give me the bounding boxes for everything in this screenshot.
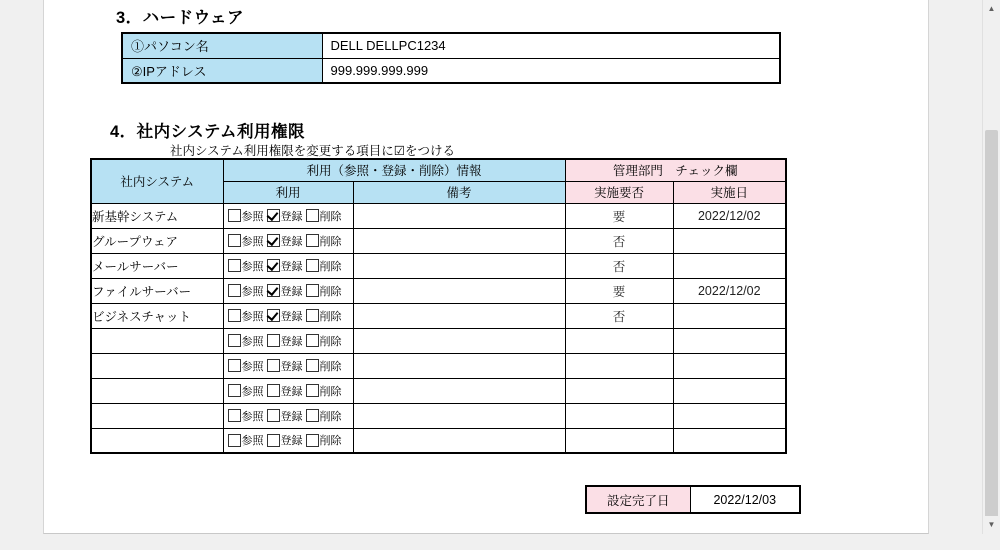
del-checkbox-label: 削除 <box>319 210 342 223</box>
need-cell[interactable]: 要 <box>565 203 673 228</box>
del-checkbox-label: 削除 <box>319 385 342 398</box>
reg-checkbox[interactable] <box>267 334 280 347</box>
system-name-cell[interactable]: ファイルサーバー <box>91 278 223 303</box>
remarks-cell[interactable] <box>353 353 565 378</box>
ref-checkbox-label: 参照 <box>241 360 264 373</box>
need-cell[interactable] <box>565 353 673 378</box>
table-row <box>91 428 786 453</box>
ref-checkbox[interactable] <box>228 384 241 397</box>
need-cell[interactable] <box>565 378 673 403</box>
ref-checkbox-label: 参照 <box>241 260 264 273</box>
system-name-cell[interactable]: ビジネスチャット <box>91 303 223 328</box>
reg-checkbox-label: 登録 <box>280 335 303 348</box>
ref-checkbox[interactable] <box>228 209 241 222</box>
ref-checkbox[interactable] <box>228 359 241 372</box>
table-row <box>122 33 780 58</box>
system-name-cell[interactable] <box>91 328 223 353</box>
document-page <box>43 0 929 534</box>
reg-checkbox-label: 登録 <box>280 210 303 223</box>
del-checkbox[interactable] <box>306 309 319 322</box>
ref-checkbox[interactable] <box>228 309 241 322</box>
implementation-date-cell[interactable] <box>673 303 786 328</box>
permissions-section-note: 社内システム利用権限を変更する項目に☑をつける <box>170 144 455 158</box>
document-page-content <box>44 0 929 534</box>
del-checkbox-label: 削除 <box>319 260 342 273</box>
system-name-cell[interactable] <box>91 428 223 453</box>
del-checkbox[interactable] <box>306 434 319 447</box>
usage-checkbox-cell <box>223 203 353 228</box>
header-usage-group: 利用（参照・登録・削除）情報 <box>223 159 565 181</box>
del-checkbox-item[interactable] <box>306 408 342 424</box>
need-cell[interactable] <box>565 428 673 453</box>
need-cell[interactable] <box>565 403 673 428</box>
need-cell[interactable]: 否 <box>565 228 673 253</box>
reg-checkbox-label: 登録 <box>280 310 303 323</box>
ref-checkbox-item[interactable] <box>228 408 264 424</box>
del-checkbox-label: 削除 <box>319 435 342 448</box>
implementation-date-cell[interactable] <box>673 253 786 278</box>
del-checkbox-label: 削除 <box>319 285 342 298</box>
ref-checkbox-item[interactable] <box>228 233 264 249</box>
del-checkbox[interactable] <box>306 334 319 347</box>
reg-checkbox-label: 登録 <box>280 360 303 373</box>
usage-checkbox-cell <box>223 428 353 453</box>
del-checkbox-item[interactable] <box>306 308 342 324</box>
implementation-date-cell[interactable] <box>673 378 786 403</box>
table-row <box>91 353 786 378</box>
hardware-value-ip-address[interactable]: 999.999.999.999 <box>322 58 780 83</box>
del-checkbox[interactable] <box>306 284 319 297</box>
table-row <box>586 486 800 513</box>
reg-checkbox-item[interactable] <box>267 358 303 374</box>
header-date: 実施日 <box>673 181 786 203</box>
implementation-date-cell[interactable] <box>673 428 786 453</box>
ref-checkbox[interactable] <box>228 409 241 422</box>
header-management-group: 管理部門 チェック欄 <box>565 159 786 181</box>
system-name-cell[interactable]: 新基幹システム <box>91 203 223 228</box>
scroll-down-arrow-icon[interactable]: ▼ <box>983 516 1000 533</box>
ref-checkbox[interactable] <box>228 434 241 447</box>
completion-date-value[interactable]: 2022/12/03 <box>690 486 800 513</box>
ref-checkbox-item[interactable] <box>228 383 264 399</box>
implementation-date-cell[interactable] <box>673 353 786 378</box>
del-checkbox-item[interactable] <box>306 333 342 349</box>
implementation-date-cell[interactable] <box>673 403 786 428</box>
usage-checkbox-cell <box>223 378 353 403</box>
hardware-value-pc-name[interactable]: DELL DELLPC1234 <box>322 33 780 58</box>
ref-checkbox-label: 参照 <box>241 410 264 423</box>
reg-checkbox[interactable] <box>267 259 280 272</box>
implementation-date-cell[interactable] <box>673 228 786 253</box>
del-checkbox-label: 削除 <box>319 310 342 323</box>
hardware-section-heading: 3．ハードウェア <box>116 9 245 27</box>
implementation-date-cell[interactable] <box>673 328 786 353</box>
ref-checkbox-label: 参照 <box>241 435 264 448</box>
reg-checkbox-item[interactable] <box>267 383 303 399</box>
scrollbar-thumb[interactable] <box>985 130 998 520</box>
table-row <box>91 228 786 253</box>
del-checkbox-item[interactable] <box>306 208 342 224</box>
system-name-cell[interactable]: メールサーバー <box>91 253 223 278</box>
table-row <box>91 278 786 303</box>
reg-checkbox-label: 登録 <box>280 385 303 398</box>
ref-checkbox-item[interactable] <box>228 308 264 324</box>
reg-checkbox-item[interactable] <box>267 258 303 274</box>
remarks-cell[interactable] <box>353 303 565 328</box>
usage-checkbox-cell <box>223 403 353 428</box>
reg-checkbox-item[interactable] <box>267 283 303 299</box>
remarks-cell[interactable] <box>353 428 565 453</box>
header-need: 実施要否 <box>565 181 673 203</box>
system-name-cell[interactable] <box>91 353 223 378</box>
ref-checkbox[interactable] <box>228 334 241 347</box>
remarks-cell[interactable] <box>353 278 565 303</box>
implementation-date-cell[interactable]: 2022/12/02 <box>673 203 786 228</box>
header-usage: 利用 <box>223 181 353 203</box>
reg-checkbox[interactable] <box>267 209 280 222</box>
need-cell[interactable] <box>565 328 673 353</box>
remarks-cell[interactable] <box>353 203 565 228</box>
reg-checkbox-label: 登録 <box>280 285 303 298</box>
del-checkbox[interactable] <box>306 209 319 222</box>
remarks-cell[interactable] <box>353 228 565 253</box>
hardware-table <box>121 32 781 84</box>
del-checkbox[interactable] <box>306 259 319 272</box>
reg-checkbox[interactable] <box>267 309 280 322</box>
table-row <box>91 203 786 228</box>
vertical-scrollbar[interactable] <box>982 0 1000 550</box>
table-header-row-1 <box>91 159 786 181</box>
del-checkbox[interactable] <box>306 234 319 247</box>
reg-checkbox-item[interactable] <box>267 308 303 324</box>
reg-checkbox[interactable] <box>267 409 280 422</box>
ref-checkbox-item[interactable] <box>228 432 264 448</box>
ref-checkbox[interactable] <box>228 234 241 247</box>
table-row <box>91 253 786 278</box>
usage-checkbox-cell <box>223 228 353 253</box>
window-bottom-strip <box>0 534 1000 550</box>
ref-checkbox-item[interactable] <box>228 358 264 374</box>
reg-checkbox-label: 登録 <box>280 260 303 273</box>
completion-date-label: 設定完了日 <box>586 486 690 513</box>
reg-checkbox[interactable] <box>267 384 280 397</box>
del-checkbox-item[interactable] <box>306 258 342 274</box>
scroll-up-arrow-icon[interactable]: ▲ <box>983 0 1000 17</box>
reg-checkbox[interactable] <box>267 284 280 297</box>
del-checkbox-item[interactable] <box>306 233 342 249</box>
reg-checkbox[interactable] <box>267 359 280 372</box>
header-system: 社内システム <box>91 159 223 203</box>
need-cell[interactable]: 否 <box>565 303 673 328</box>
usage-checkbox-cell <box>223 328 353 353</box>
del-checkbox-label: 削除 <box>319 360 342 373</box>
del-checkbox[interactable] <box>306 409 319 422</box>
ref-checkbox-label: 参照 <box>241 235 264 248</box>
reg-checkbox-label: 登録 <box>280 410 303 423</box>
remarks-cell[interactable] <box>353 253 565 278</box>
permissions-table <box>90 158 787 454</box>
ref-checkbox-label: 参照 <box>241 385 264 398</box>
reg-checkbox[interactable] <box>267 434 280 447</box>
system-name-cell[interactable] <box>91 378 223 403</box>
remarks-cell[interactable] <box>353 403 565 428</box>
table-row <box>91 328 786 353</box>
del-checkbox-item[interactable] <box>306 283 342 299</box>
remarks-cell[interactable] <box>353 378 565 403</box>
del-checkbox-item[interactable] <box>306 358 342 374</box>
ref-checkbox-item[interactable] <box>228 258 264 274</box>
permissions-table-body <box>91 203 786 453</box>
header-remarks: 備考 <box>353 181 565 203</box>
need-cell[interactable]: 否 <box>565 253 673 278</box>
completion-date-table <box>585 485 801 514</box>
del-checkbox[interactable] <box>306 384 319 397</box>
reg-checkbox-item[interactable] <box>267 432 303 448</box>
usage-checkbox-cell <box>223 278 353 303</box>
reg-checkbox-label: 登録 <box>280 435 303 448</box>
ref-checkbox-label: 参照 <box>241 310 264 323</box>
usage-checkbox-cell <box>223 253 353 278</box>
system-name-cell[interactable]: グループウェア <box>91 228 223 253</box>
ref-checkbox[interactable] <box>228 259 241 272</box>
ref-checkbox-label: 参照 <box>241 285 264 298</box>
del-checkbox-label: 削除 <box>319 410 342 423</box>
del-checkbox-label: 削除 <box>319 335 342 348</box>
ref-checkbox-item[interactable] <box>228 208 264 224</box>
hardware-label-pc-name: ①パソコン名 <box>122 33 322 58</box>
ref-checkbox-label: 参照 <box>241 210 264 223</box>
del-checkbox-item[interactable] <box>306 383 342 399</box>
del-checkbox[interactable] <box>306 359 319 372</box>
usage-checkbox-cell <box>223 303 353 328</box>
system-name-cell[interactable] <box>91 403 223 428</box>
permissions-section-heading: 4．社内システム利用権限 <box>110 123 306 141</box>
reg-checkbox-label: 登録 <box>280 235 303 248</box>
hardware-label-ip-address: ②IPアドレス <box>122 58 322 83</box>
ref-checkbox-item[interactable] <box>228 283 264 299</box>
reg-checkbox[interactable] <box>267 234 280 247</box>
del-checkbox-item[interactable] <box>306 432 342 448</box>
implementation-date-cell[interactable]: 2022/12/02 <box>673 278 786 303</box>
remarks-cell[interactable] <box>353 328 565 353</box>
table-row <box>91 378 786 403</box>
ref-checkbox-label: 参照 <box>241 335 264 348</box>
del-checkbox-label: 削除 <box>319 235 342 248</box>
table-row <box>91 403 786 428</box>
ref-checkbox[interactable] <box>228 284 241 297</box>
need-cell[interactable]: 要 <box>565 278 673 303</box>
table-row <box>91 303 786 328</box>
reg-checkbox-item[interactable] <box>267 208 303 224</box>
ref-checkbox-item[interactable] <box>228 333 264 349</box>
reg-checkbox-item[interactable] <box>267 408 303 424</box>
table-row <box>122 58 780 83</box>
usage-checkbox-cell <box>223 353 353 378</box>
reg-checkbox-item[interactable] <box>267 333 303 349</box>
reg-checkbox-item[interactable] <box>267 233 303 249</box>
